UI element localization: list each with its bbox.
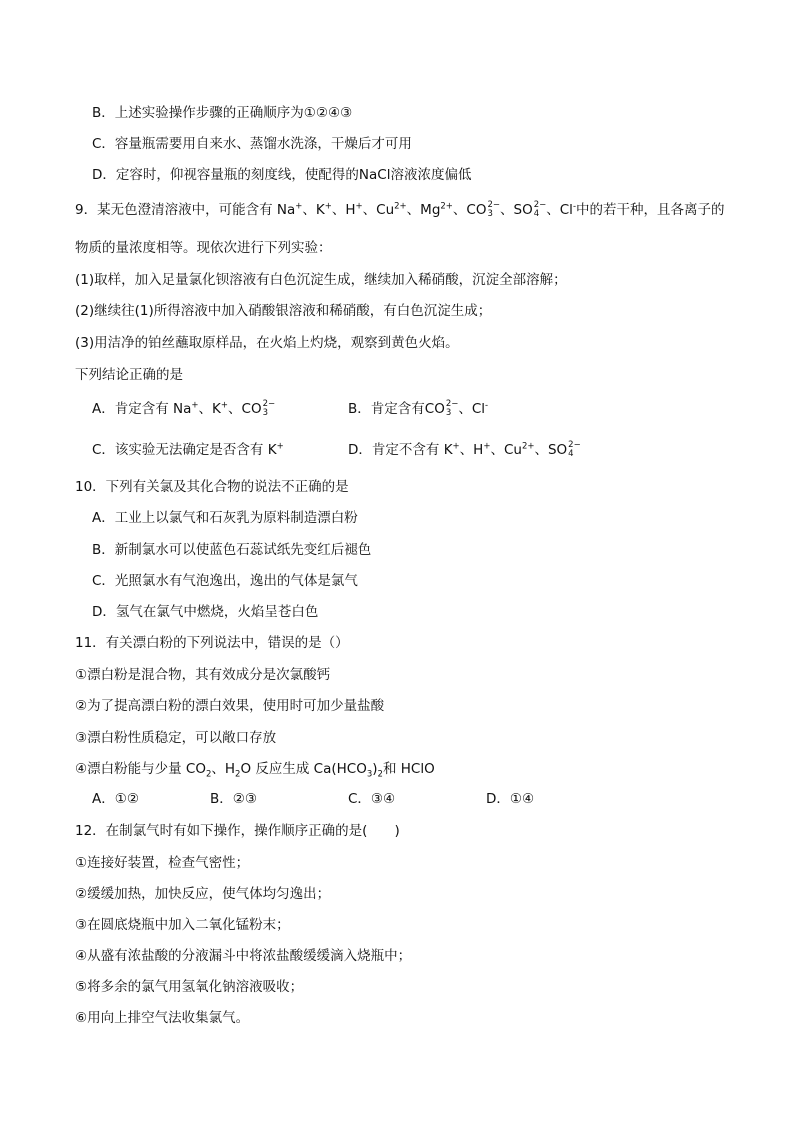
ion [345,201,362,219]
q12-step-6: ⑥用向上排空气法收集氯气。 [75,1010,250,1026]
q9-prompt: 下列结论正确的是 [75,367,183,383]
ion-symbol: Cl [559,202,573,218]
ion-charge: 2− [568,440,581,450]
ion [425,400,459,418]
q8-option-b: B．上述实验操作步骤的正确顺序为①②④③ [92,105,353,121]
q10-option-c: C．光照氯水有气泡逸出，逸出的气体是氯气 [92,573,358,589]
q9-option-d [348,441,581,459]
ion [277,201,303,219]
ion [316,201,332,219]
ion-charge: 2+ [394,201,407,212]
ion-separator: 、 [459,442,474,458]
ion-charge: 2− [533,200,547,210]
ion-symbol: Na [276,202,296,218]
ion-charge-stack [446,400,459,418]
q10-stem: 10．下列有关氯及其化合物的说法不正确的是 [75,479,349,495]
ion-separator: 、 [406,202,421,218]
ion-charge: 2− [487,200,501,210]
ion-separator: 、 [546,202,560,218]
q10-option-d: D．氢气在氯气中燃烧，火焰呈苍白色 [92,604,319,620]
q11-stem: 11．有关漂白粉的下列说法中，错误的是（） [75,635,349,651]
q12-step-1: ①连接好装置，检查气密性； [75,855,250,871]
q11-statement-1: ①漂白粉是混合物，其有效成分是次氯酸钙 [75,667,331,683]
ion-symbol: K [443,442,453,458]
q9-option-c [92,441,284,459]
q9-option-c-text: C．该实验无法确定是否含有 K [92,442,277,458]
q12-step-3: ③在圆底烧瓶中加入二氧化锰粉末； [75,917,290,933]
q9-step-3: (3)用洁净的铂丝蘸取原样品，在火焰上灼烧，观察到黄色火焰。 [75,335,459,351]
ion-symbol: CO [424,401,445,417]
ion-separator: 、 [198,401,213,417]
ion-subscript: 3 [445,408,452,418]
q9-option-b-prefix: B．肯定含有 [348,401,425,417]
q10-option-a: A．工业上以氯气和石灰乳为原料制造漂白粉 [92,510,358,526]
q9-option-c-sup: + [276,441,284,452]
ion-symbol: K [315,202,325,218]
q11-s4-part-d: ) [372,761,378,777]
ion-charge: + [355,201,363,212]
ion-charge: + [483,441,491,452]
q11-statement-2: ②为了提高漂白粉的漂白效果，使用时可加少量盐酸 [75,698,385,714]
ion-symbol: CO [466,202,487,218]
ion-charge: 2− [262,399,276,409]
q11-s4-sub-h2o: 2 [235,769,241,780]
q9-option-d-ions [444,442,581,458]
ion-symbol: SO [513,202,533,218]
q10-option-b: B．新制氯水可以使蓝色石蕊试纸先变红后褪色 [92,542,372,558]
ion-charge: + [220,400,229,411]
ion-charge: + [452,441,460,452]
ion [212,400,228,418]
ion-separator: 、 [490,442,504,458]
q9-stem-line1 [75,201,725,219]
q9-option-a-ions [173,401,275,417]
ion-separator: 、 [331,202,346,218]
ion-charge: 2+ [440,201,453,212]
ion [514,201,547,219]
ion-charge-stack [263,400,276,418]
q11-s4-sub-ca: 2 [377,769,383,780]
ion-charge: - [572,201,577,212]
q9-stem-suffix: 中的若干种，且各离子的 [576,202,725,218]
q12-stem: 12．在制氯气时有如下操作，操作顺序正确的是( ) [75,823,400,839]
q9-option-a [92,400,275,418]
q11-s4-sub-hco3: 3 [366,769,373,780]
ion-charge-stack [487,201,500,219]
ion-separator: 、 [452,202,467,218]
q9-ion-list [277,202,576,218]
q11-option-d: D．①④ [486,791,535,807]
ion-subscript: 4 [568,449,574,459]
ion-symbol: H [345,202,356,218]
q11-statement-3: ③漂白粉性质稳定，可以敞口存放 [75,730,277,746]
ion [560,201,576,219]
ion-charge: 2+ [521,441,535,452]
q9-step-1: (1)取样，加入足量氯化钡溶液有白色沉淀生成，继续加入稀硝酸，沉淀全部溶解； [75,272,567,288]
ion-separator: 、 [228,401,242,417]
ion-symbol: Cl [471,401,486,417]
ion-separator: 、 [302,202,316,218]
ion-charge-stack [534,201,547,219]
ion-subscript: 3 [262,408,268,418]
ion-charge: 2− [445,399,459,409]
ion-charge: - [485,400,489,411]
ion-separator: 、 [500,202,514,218]
q9-stem-line2: 物质的量浓度相等。现依次进行下列实验： [75,240,332,256]
q9-step-2: (2)继续往(1)所得溶液中加入硝酸银溶液和稀硝酸，有白色沉淀生成； [75,303,492,319]
q8-option-c: C．容量瓶需要用自来水、蒸馏水洗涤，干燥后才可用 [92,136,412,152]
q11-statement-4 [75,760,435,778]
ion-charge-stack [568,441,581,459]
ion-charge: + [191,400,199,411]
ion [242,400,276,418]
q11-s4-sub-co2: 2 [205,769,212,780]
q8-option-d: D．定容时，仰视容量瓶的刻度线，使配得的NaCl溶液浓度偏低 [92,167,472,183]
ion-charge: + [324,201,332,212]
ion-symbol: Cu [503,442,522,458]
ion-separator: 、 [458,401,472,417]
q11-option-a: A．①② [92,791,139,807]
ion [376,201,407,219]
ion-charge: + [295,201,303,212]
q12-step-5: ⑤将多余的氯气用氢氧化钠溶液吸收； [75,979,304,995]
ion-symbol: SO [547,442,568,458]
q9-option-a-prefix: A．肯定含有 [92,401,174,417]
ion-symbol: K [212,401,221,417]
q11-s4-part-c: O 反应生成 Ca(HCO [240,761,367,777]
ion [548,441,581,459]
q11-option-b: B．②③ [210,791,257,807]
ion-symbol: CO [241,401,262,417]
ion-symbol: Cu [376,202,395,218]
ion [173,400,199,418]
q9-stem-prefix: 9．某无色澄清溶液中，可能含有 [75,202,277,218]
q9-option-b-ions [425,401,488,417]
q11-s4-part-e: 和 HClO [382,761,435,777]
ion-symbol: Mg [420,202,441,218]
ion-subscript: 4 [533,209,540,219]
q9-option-b [348,400,488,418]
ion-separator: 、 [534,442,548,458]
ion-subscript: 3 [487,209,493,219]
q9-option-d-prefix: D．肯定不含有 [348,442,444,458]
q12-step-2: ②缓缓加热，加快反应，使气体均匀逸出； [75,886,331,902]
q11-option-c: C．③④ [348,791,396,807]
ion [466,201,500,219]
ion-symbol: Na [173,401,192,417]
ion [420,201,453,219]
q11-s4-part-a: ④漂白粉能与少量 CO [75,761,206,777]
ion [444,441,460,459]
ion [504,441,535,459]
q12-step-4: ④从盛有浓盐酸的分液漏斗中将浓盐酸缓缓滴入烧瓶中； [75,948,412,964]
ion-symbol: H [473,442,484,458]
q11-s4-part-b: 、H [211,761,236,777]
ion [472,400,488,418]
ion-separator: 、 [362,202,377,218]
ion [473,441,490,459]
